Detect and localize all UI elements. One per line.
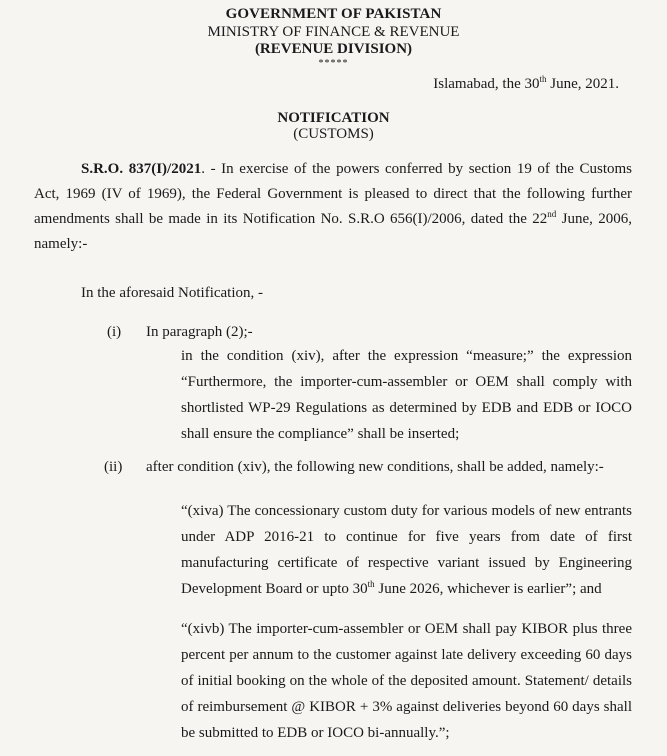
header-ministry: MINISTRY OF FINANCE & REVENUE bbox=[207, 24, 460, 40]
header-stars: ***** bbox=[318, 58, 349, 69]
item-i-number: (i) bbox=[107, 324, 122, 340]
condition-xivb: “(xivb) The importer-cum-assembler or OEM shall pay KIBOR plus three percent per annum to the customer against late delivery exceeding 60 days of initial booking on the whole of the deposited amount. Statement/ details of reimbursement @ KIBOR + 3% against deliveries beyond 60 days shall be submitted to EDB or IOCO bi-annually.”; bbox=[181, 621, 632, 741]
date-line bbox=[433, 76, 619, 93]
date-sup: th bbox=[539, 74, 547, 84]
header-division: (REVENUE DIVISION) bbox=[254, 41, 413, 57]
xiva-sup: th bbox=[367, 579, 375, 589]
item-i-lead: In paragraph (2);- bbox=[146, 324, 253, 340]
item-ii-lead: after condition (xiv), the following new conditions, shall be added, namely:- bbox=[146, 459, 604, 475]
condition-xiva bbox=[181, 498, 632, 602]
item-ii-number: (ii) bbox=[104, 459, 123, 475]
intro-line: In the aforesaid Notification, - bbox=[81, 285, 264, 301]
xiva-text-b: June 2026, whichever is earlier”; and bbox=[374, 581, 602, 597]
notification-subtitle: (CUSTOMS) bbox=[293, 126, 374, 142]
xiva-text-a: “(xiva) The concessionary custom duty for various models of new entrants under ADP 2016-21 to continue for five years from date of first manufacturing certificate of respective variant issued by Engineering Development Board or upto 30 bbox=[181, 503, 632, 597]
paragraph-text-a: . - In exercise of the powers conferred by section 19 of the Customs Act, 1969 (IV of 1969), the Federal Government is pleased to direct that the following further amendments shall be made in its Notification No. S.R.O 656(I)/2006, dated the 22 bbox=[34, 161, 632, 227]
paragraph-sup: nd bbox=[547, 209, 557, 219]
header-government: GOVERNMENT OF PAKISTAN bbox=[225, 6, 442, 22]
item-i-text: in the condition (xiv), after the expression “measure;” the expression “Furthermore, the importer-cum-assembler or OEM shall comply with shortlisted WP-29 Regulations as determined by EDB and EDB or IOCO shall ensure the compliance” shall be inserted; bbox=[181, 348, 632, 442]
date-suffix: June, 2021. bbox=[546, 76, 619, 92]
paragraph-text-b: June, 2006, namely:- bbox=[34, 211, 632, 252]
notification-title: NOTIFICATION bbox=[277, 110, 390, 126]
main-paragraph bbox=[34, 157, 632, 257]
sro-number: S.R.O. 837(I)/2021 bbox=[81, 161, 202, 177]
date-prefix: Islamabad, the 30 bbox=[433, 76, 540, 92]
